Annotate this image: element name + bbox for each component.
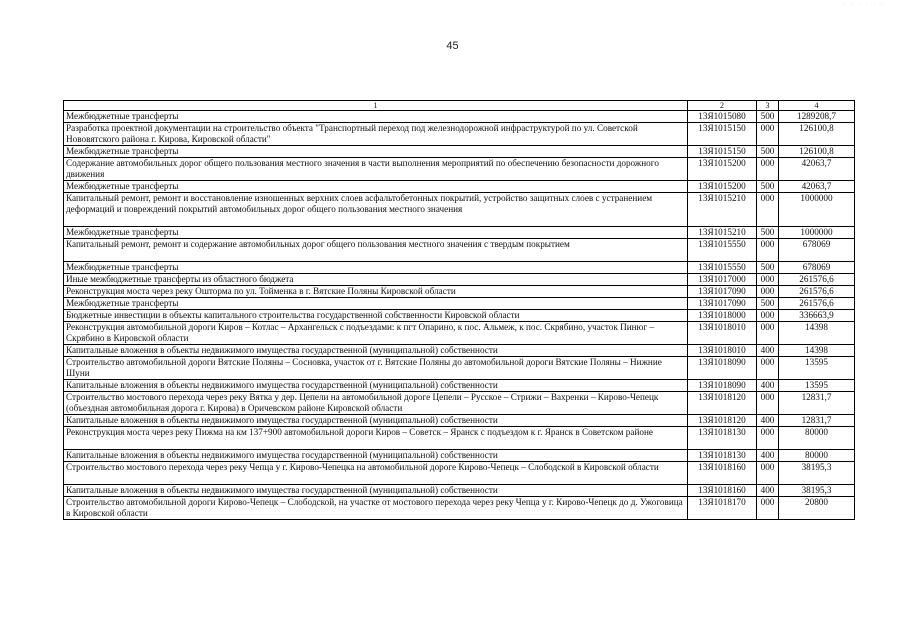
table-row xyxy=(64,310,855,322)
row-expense-type-cell: 000 xyxy=(757,427,779,450)
table-body xyxy=(64,111,855,520)
row-amount-cell: 13595 xyxy=(779,380,855,392)
row-amount-cell: 261576,6 xyxy=(779,286,855,298)
row-amount-cell: 336663,9 xyxy=(779,310,855,322)
row-name-cell: Межбюджетные трансферты xyxy=(64,298,688,310)
row-name-cell: Межбюджетные трансферты xyxy=(64,227,688,239)
row-expense-type-cell: 500 xyxy=(757,262,779,274)
row-amount-cell: 80000 xyxy=(779,427,855,450)
table-row xyxy=(64,227,855,239)
column-header-expense-type: 3 xyxy=(757,101,779,111)
row-expense-type-cell: 400 xyxy=(757,380,779,392)
table-row xyxy=(64,111,855,123)
budget-table xyxy=(63,100,855,520)
row-amount-cell: 261576,6 xyxy=(779,274,855,286)
row-expense-type-cell: 400 xyxy=(757,415,779,427)
row-name-cell: Строительство автомобильной дороги Кирово-Чепецк – Слободской, на участке от мостового перехода через реку Чепца у г. Кирово-Чепецк до д. Ужоговица в Кировской области xyxy=(64,497,688,520)
row-code-cell: 13Я1015210 xyxy=(688,227,757,239)
row-expense-type-cell: 000 xyxy=(757,274,779,286)
row-code-cell: 13Я1015150 xyxy=(688,123,757,146)
row-name-cell: Капитальные вложения в объекты недвижимого имущества государственной (муниципальной) собственности xyxy=(64,450,688,462)
row-expense-type-cell: 000 xyxy=(757,462,779,485)
row-expense-type-cell: 000 xyxy=(757,286,779,298)
row-name-cell: Содержание автомобильных дорог общего пользования местного значения в части выполнения мероприятий по обеспечению безопасности дорожного движения xyxy=(64,158,688,181)
row-name-cell: Межбюджетные трансферты xyxy=(64,111,688,123)
page-number: 45 xyxy=(446,40,459,52)
row-expense-type-cell: 000 xyxy=(757,123,779,146)
row-amount-cell: 1000000 xyxy=(779,193,855,227)
table-row xyxy=(64,286,855,298)
row-name-cell: Капитальные вложения в объекты недвижимого имущества государственной (муниципальной) собственности xyxy=(64,415,688,427)
table-row xyxy=(64,322,855,345)
row-amount-cell: 678069 xyxy=(779,239,855,262)
table-row xyxy=(64,380,855,392)
row-amount-cell: 261576,6 xyxy=(779,298,855,310)
row-code-cell: 13Я1015080 xyxy=(688,111,757,123)
column-header-amount: 4 xyxy=(779,101,855,111)
row-name-cell: Бюджетные инвестиции в объекты капитального строительства государственной собственности Кировской области xyxy=(64,310,688,322)
table-row xyxy=(64,274,855,286)
row-expense-type-cell: 000 xyxy=(757,392,779,415)
row-code-cell: 13Я1018010 xyxy=(688,322,757,345)
column-header-name: 1 xyxy=(64,101,688,111)
row-code-cell: 13Я1018090 xyxy=(688,357,757,380)
row-amount-cell: 20800 xyxy=(779,497,855,520)
row-expense-type-cell: 400 xyxy=(757,485,779,497)
row-name-cell: Межбюджетные трансферты xyxy=(64,181,688,193)
row-amount-cell: 38195,3 xyxy=(779,462,855,485)
row-amount-cell: 14398 xyxy=(779,322,855,345)
row-code-cell: 13Я1015550 xyxy=(688,262,757,274)
row-name-cell: Строительство автомобильной дороги Вятские Поляны – Сосновка, участок от г. Вятские Поляны до автомобильной дороги Вятские Поляны – Нижние Шуни xyxy=(64,357,688,380)
row-amount-cell: 678069 xyxy=(779,262,855,274)
row-amount-cell: 12831,7 xyxy=(779,392,855,415)
row-name-cell: Капитальный ремонт, ремонт и восстановление изношенных верхних слоев асфальтобетонных покрытий, устройство защитных слоев с устранением деформаций и повреждений покрытий автомобильных дорог общего пользования местного значения xyxy=(64,193,688,227)
row-code-cell: 13Я1015550 xyxy=(688,239,757,262)
table-row xyxy=(64,158,855,181)
row-expense-type-cell: 000 xyxy=(757,158,779,181)
row-name-cell: Реконструкция моста через реку Ошторма по ул. Тойменка в г. Вятские Поляны Кировской области xyxy=(64,286,688,298)
row-expense-type-cell: 000 xyxy=(757,357,779,380)
row-code-cell: 13Я1017090 xyxy=(688,298,757,310)
row-name-cell: Строительство мостового перехода через реку Вятка у дер. Цепели на автомобильной дороге Цепели – Русское – Стрижи – Вахренки – Кирово-Чепецк (объездная автомобильная дорога г. Кирова) в Оричевском районе Кировской области xyxy=(64,392,688,415)
row-expense-type-cell: 000 xyxy=(757,239,779,262)
row-amount-cell: 1000000 xyxy=(779,227,855,239)
row-amount-cell: 12831,7 xyxy=(779,415,855,427)
row-code-cell: 13Я1018130 xyxy=(688,450,757,462)
row-name-cell: Реконструкция моста через реку Пижма на км 137+900 автомобильной дороги Киров – Советск – Яранск с подъездом к г. Яранск в Советском районе xyxy=(64,427,688,450)
row-name-cell: Капитальные вложения в объекты недвижимого имущества государственной (муниципальной) собственности xyxy=(64,485,688,497)
row-expense-type-cell: 000 xyxy=(757,497,779,520)
table-row xyxy=(64,193,855,227)
row-expense-type-cell: 000 xyxy=(757,193,779,227)
row-amount-cell: 13595 xyxy=(779,357,855,380)
scan-artifact: · · · · · · xyxy=(842,2,885,8)
row-code-cell: 13Я1018120 xyxy=(688,415,757,427)
row-amount-cell: 80000 xyxy=(779,450,855,462)
row-amount-cell: 14398 xyxy=(779,345,855,357)
row-code-cell: 13Я1015200 xyxy=(688,158,757,181)
table-row xyxy=(64,239,855,262)
table-row xyxy=(64,262,855,274)
row-code-cell: 13Я1018160 xyxy=(688,485,757,497)
row-code-cell: 13Я1018160 xyxy=(688,462,757,485)
row-name-cell: Капитальные вложения в объекты недвижимого имущества государственной (муниципальной) собственности xyxy=(64,380,688,392)
row-amount-cell: 126100,8 xyxy=(779,146,855,158)
row-amount-cell: 42063,7 xyxy=(779,181,855,193)
row-expense-type-cell: 500 xyxy=(757,111,779,123)
row-name-cell: Межбюджетные трансферты xyxy=(64,262,688,274)
row-expense-type-cell: 400 xyxy=(757,450,779,462)
table-row xyxy=(64,123,855,146)
row-code-cell: 13Я1015200 xyxy=(688,181,757,193)
table-row xyxy=(64,357,855,380)
column-header-code: 2 xyxy=(688,101,757,111)
table-row xyxy=(64,181,855,193)
row-expense-type-cell: 500 xyxy=(757,146,779,158)
row-name-cell: Межбюджетные трансферты xyxy=(64,146,688,158)
row-expense-type-cell: 500 xyxy=(757,298,779,310)
row-code-cell: 13Я1018000 xyxy=(688,310,757,322)
row-amount-cell: 126100,8 xyxy=(779,123,855,146)
table-row xyxy=(64,485,855,497)
row-amount-cell: 38195,3 xyxy=(779,485,855,497)
row-name-cell: Строительство мостового перехода через реку Чепца у г. Кирово-Чепецка на автомобильной дороге Кирово-Чепецк – Слободской в Кировской области xyxy=(64,462,688,485)
row-expense-type-cell: 500 xyxy=(757,181,779,193)
row-expense-type-cell: 000 xyxy=(757,322,779,345)
row-expense-type-cell: 000 xyxy=(757,310,779,322)
table-header-row xyxy=(64,101,855,111)
row-amount-cell: 42063,7 xyxy=(779,158,855,181)
row-name-cell: Разработка проектной документации на строительство объекта "Транспортный переход под железнодорожной инфраструктурой по ул. Советской Нововятского района г. Кирова, Кировской области" xyxy=(64,123,688,146)
row-code-cell: 13Я1017090 xyxy=(688,286,757,298)
row-name-cell: Капитальные вложения в объекты недвижимого имущества государственной (муниципальной) собственности xyxy=(64,345,688,357)
table-row xyxy=(64,146,855,158)
table-row xyxy=(64,427,855,450)
table-row xyxy=(64,450,855,462)
row-code-cell: 13Я1018010 xyxy=(688,345,757,357)
row-code-cell: 13Я1015150 xyxy=(688,146,757,158)
row-code-cell: 13Я1018120 xyxy=(688,392,757,415)
table-row xyxy=(64,298,855,310)
row-name-cell: Реконструкция автомобильной дороги Киров – Котлас – Архангельск с подъездами: к пгт Опарино, к пос. Альмеж, к пос. Скрябино, участок Пинюг – Скрябино в Кировской области xyxy=(64,322,688,345)
row-expense-type-cell: 400 xyxy=(757,345,779,357)
table-row xyxy=(64,462,855,485)
table-row xyxy=(64,345,855,357)
row-expense-type-cell: 500 xyxy=(757,227,779,239)
table-row xyxy=(64,415,855,427)
row-name-cell: Иные межбюджетные трансферты из областного бюджета xyxy=(64,274,688,286)
row-code-cell: 13Я1018130 xyxy=(688,427,757,450)
row-code-cell: 13Я1015210 xyxy=(688,193,757,227)
row-code-cell: 13Я1018170 xyxy=(688,497,757,520)
table-row xyxy=(64,497,855,520)
table-row xyxy=(64,392,855,415)
row-code-cell: 13Я1017000 xyxy=(688,274,757,286)
row-code-cell: 13Я1018090 xyxy=(688,380,757,392)
row-amount-cell: 1289208,7 xyxy=(779,111,855,123)
row-name-cell: Капитальный ремонт, ремонт и содержание автомобильных дорог общего пользования местного значения с твердым покрытием xyxy=(64,239,688,262)
